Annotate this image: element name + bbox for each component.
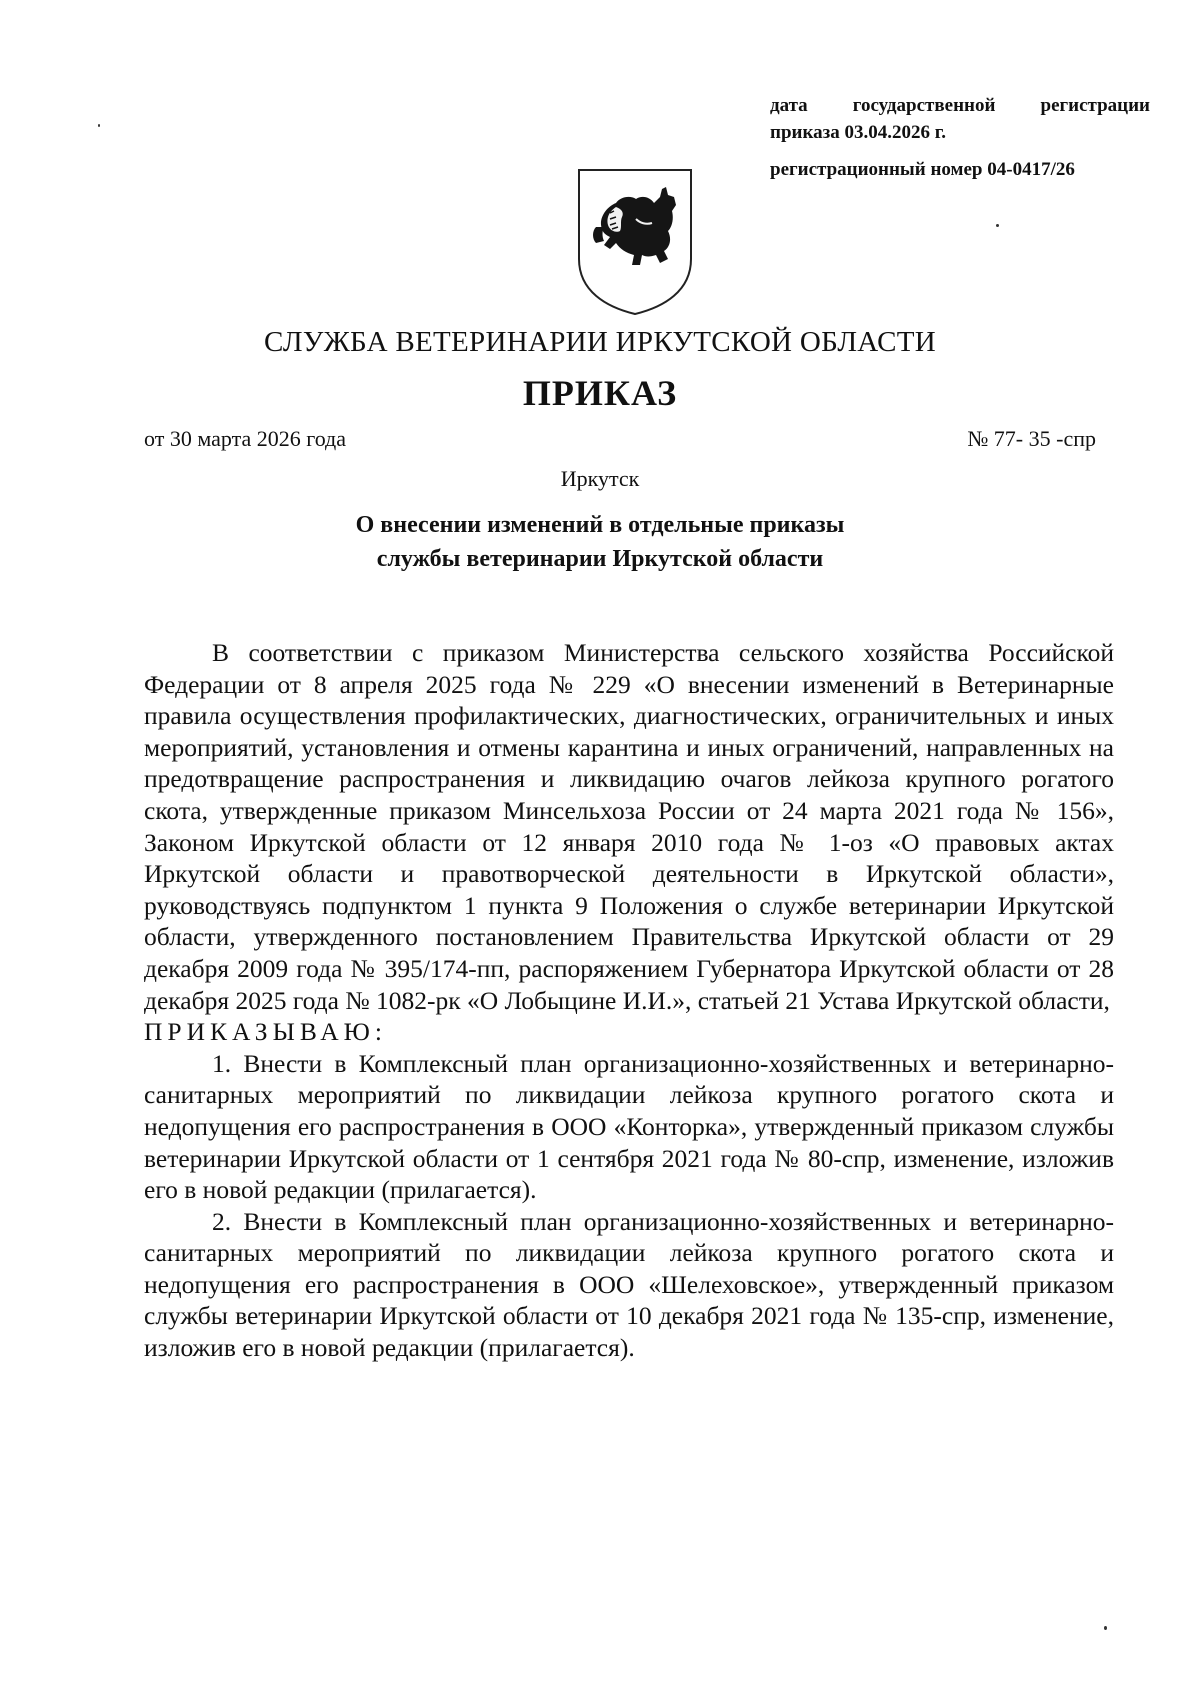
preamble-paragraph: В соответствии с приказом Министерства сельского хозяйства Российской Федерации от 8 апреля 2025 года № 229 «О внесении изменений в Ветеринарные правила осуществления профилактических, диагностических, ограничительных и иных мероприятий, установления и отмены карантина и иных ограничений, направленных на предотвращение распространения и ликвидацию очагов лейкоза крупного рогатого скота, утвержденные приказом Минсельхоза России от 24 марта 2021 года № 156», Законом Иркутской области от 12 января 2010 года № 1-оз «О правовых актах Иркутской области и правотворческой деятельности в Иркутской области», руководствуясь подпунктом 1 пункта 9 Положения о службе ветеринарии Иркутской области, утвержденного постановлением Правительства Иркутской области от 29 декабря 2009 года № 395/174-пп, распоряжением Губернатора Иркутской области от 28 декабря 2025 года № 1082-рк «О Лобыцине И.И.», статьей 21 Устава Иркутской области, <box>144 638 1114 1015</box>
scan-speck <box>98 124 100 127</box>
registration-date-label: дата государственной регистрации <box>770 95 1150 116</box>
order-item-2: 2. Внести в Комплексный план организационно-хозяйственных и ветеринарно-санитарных мероприятий по ликвидации лейкоза крупного рогатого скота и недопущения его распространения в ООО «Шелеховское», утвержденный приказом службы ветеринарии Иркутской области от 10 декабря 2021 года № 135-спр, изменение, изложив его в новой редакции (прилагается). <box>144 1206 1114 1363</box>
title-line-2: службы ветеринарии Иркутской области <box>376 546 824 572</box>
registration-date-value: приказа 03.04.2026 г. <box>770 122 946 143</box>
scan-speck <box>996 224 999 227</box>
scan-speck <box>1104 1626 1107 1630</box>
document-number: № 77- 35 -спр <box>967 426 1096 451</box>
order-word: ПРИКАЗЫВАЮ: <box>144 1017 387 1047</box>
document-date: от 30 марта 2026 года <box>144 426 347 451</box>
document-city: Иркутск <box>560 466 640 491</box>
title-line-1: О внесении изменений в отдельные приказы <box>355 512 845 538</box>
document-body <box>144 637 1114 1364</box>
registration-number: регистрационный номер 04-0417/26 <box>770 159 1075 180</box>
coat-of-arms-icon <box>576 167 694 317</box>
organization-name: СЛУЖБА ВЕТЕРИНАРИИ ИРКУТСКОЙ ОБЛАСТИ <box>264 326 936 358</box>
document-title <box>0 508 1200 576</box>
order-item-1: 1. Внести в Комплексный план организационно-хозяйственных и ветеринарно-санитарных мероприятий по ликвидации лейкоза крупного рогатого скота и недопущения его распространения в ООО «Конторка», утвержденный приказом службы ветеринарии Иркутской области от 1 сентября 2021 года № 80-спр, изменение, изложив его в новой редакции (прилагается). <box>144 1048 1114 1205</box>
registration-block <box>770 92 1150 183</box>
document-type: ПРИКАЗ <box>522 373 678 413</box>
